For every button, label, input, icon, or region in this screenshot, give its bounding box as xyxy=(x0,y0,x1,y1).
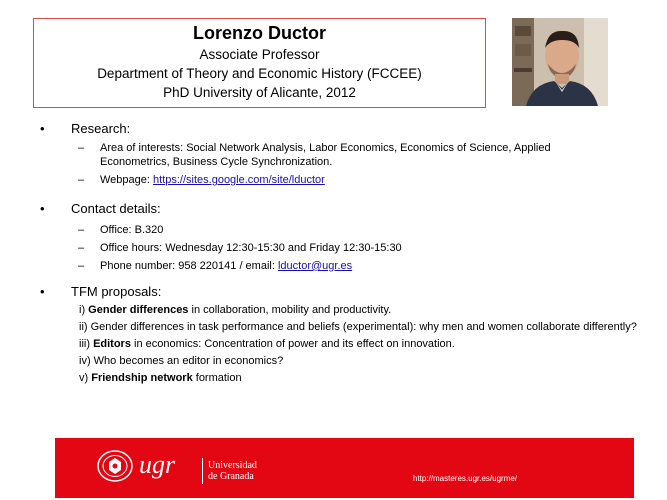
proposal-item: iii) Editors in economics: Concentration of power and its effect on innovation. xyxy=(79,338,455,350)
dash: – xyxy=(78,224,85,236)
dash: – xyxy=(78,142,85,154)
ugr-logo-text: ugr xyxy=(139,450,176,479)
university-name: Universidad de Granada xyxy=(208,460,257,482)
office-item xyxy=(78,223,640,237)
profile-photo xyxy=(512,18,608,106)
degree: PhD University of Alicante, 2012 xyxy=(163,85,356,100)
footer-banner xyxy=(55,438,634,498)
department: Department of Theory and Economic History (FCCEE) xyxy=(97,66,422,81)
research-interests-item xyxy=(78,141,640,169)
proposal-item: ii) Gender differences in task performance and beliefs (experimental): why men and women collaborate differently? xyxy=(79,321,637,333)
email-link[interactable]: lductor@ugr.es xyxy=(277,260,353,272)
dash: – xyxy=(78,260,85,272)
office-hours-item xyxy=(78,241,640,255)
bullet: • xyxy=(40,121,45,136)
webpage-link[interactable]: https://sites.google.com/site/lductor xyxy=(153,174,325,186)
proposal-item: iv) Who becomes an editor in economics? xyxy=(79,355,284,367)
tfm-title: TFM proposals: xyxy=(71,284,162,299)
logo-separator xyxy=(202,458,203,484)
bullet: • xyxy=(40,201,45,216)
header-box xyxy=(33,18,486,108)
phone-item xyxy=(78,259,640,273)
webpage-item xyxy=(78,173,640,187)
phone-label: Phone number: 958 220141 / email: xyxy=(100,260,278,272)
dash: – xyxy=(78,242,85,254)
office-hours: Office hours: Wednesday 12:30-15:30 and Friday 12:30-15:30 xyxy=(100,242,402,254)
footer-url[interactable]: http://masteres.ugr.es/ugrme/ xyxy=(413,474,518,483)
tfm-section xyxy=(40,283,640,300)
bullet: • xyxy=(40,284,45,299)
dash: – xyxy=(78,174,85,186)
proposal-item: v) Friendship network formation xyxy=(79,372,242,384)
webpage-label: Webpage: xyxy=(100,174,154,186)
contact-section xyxy=(40,200,640,273)
proposal-item: i) Gender differences in collaboration, mobility and productivity. xyxy=(79,304,392,316)
position-title: Associate Professor xyxy=(199,47,320,62)
university-seal-icon xyxy=(97,450,133,482)
research-section xyxy=(40,120,640,187)
research-interests: Area of interests: Social Network Analysis, Labor Economics, Economics of Science, Applied Econometrics, Business Cycle Synchronization. xyxy=(100,142,551,168)
office: Office: B.320 xyxy=(100,224,164,236)
contact-title: Contact details: xyxy=(71,201,161,216)
professor-name: Lorenzo Ductor xyxy=(193,23,326,43)
research-title: Research: xyxy=(71,121,131,136)
tfm-proposals-list xyxy=(79,303,639,388)
